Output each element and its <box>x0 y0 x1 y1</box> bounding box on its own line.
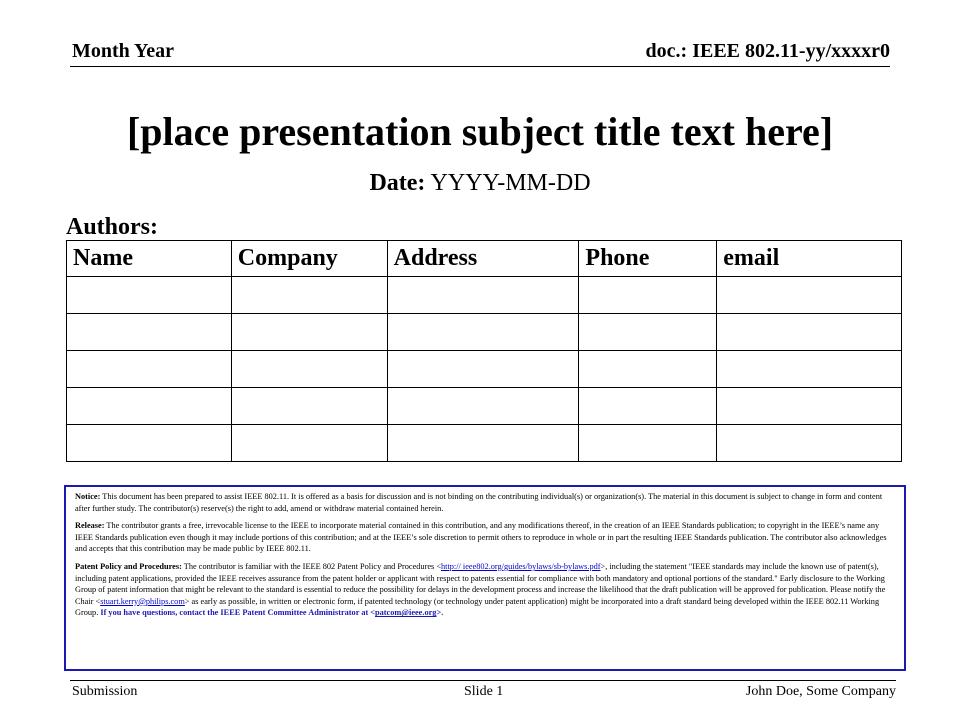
table-cell[interactable] <box>387 351 579 388</box>
authors-table <box>66 240 902 462</box>
table-cell[interactable] <box>387 277 579 314</box>
table-row <box>67 425 902 462</box>
table-cell[interactable] <box>67 388 232 425</box>
table-row <box>67 388 902 425</box>
header-doc-id: doc.: IEEE 802.11-yy/xxxxr0 <box>645 40 890 62</box>
table-cell[interactable] <box>67 277 232 314</box>
table-cell[interactable] <box>231 277 387 314</box>
table-row <box>67 351 902 388</box>
table-cell[interactable] <box>67 351 232 388</box>
patcom-email-link[interactable]: patcom@ieee.org <box>375 608 437 618</box>
table-cell[interactable] <box>579 314 717 351</box>
footer-rule <box>70 680 896 681</box>
release-text: The contributor grants a free, irrevocable license to the IEEE to incorporate material contained in this contribution, and any modifications thereof, in the creation of an IEEE Standards publication; to copyright in the IEEE’s name any IEEE Standards publication even though it may include portions of this contribution; and at the IEEE’s sole discretion to permit others to reproduce in whole or in part the resulting IEEE Standards publication. The contributor also acknowledges and accepts that this contribution may be made public by IEEE 802.11. <box>75 521 887 554</box>
column-header-company: Company <box>231 241 387 277</box>
authors-label: Authors: <box>66 214 159 240</box>
notice-label: Notice: <box>75 492 101 501</box>
patent-policy-link[interactable]: http:// ieee802.org/guides/bylaws/sb-bylaws.pdf <box>441 561 601 571</box>
release-paragraph <box>75 520 895 555</box>
table-cell[interactable] <box>579 351 717 388</box>
column-header-phone: Phone <box>579 241 717 277</box>
notice-box <box>64 485 906 671</box>
notice-text: This document has been prepared to assist IEEE 802.11. It is offered as a basis for discussion and is not binding on the contributing individual(s) or organization(s). The material in this document is subject to change in form and content after further study. The contributor(s) reserve(s) the right to add, amend or withdraw material contained herein. <box>75 492 883 513</box>
table-cell[interactable] <box>231 314 387 351</box>
date-label: Date: <box>369 170 426 196</box>
table-cell[interactable] <box>717 277 902 314</box>
table-cell[interactable] <box>579 425 717 462</box>
table-row <box>67 277 902 314</box>
table-cell[interactable] <box>717 425 902 462</box>
notice-paragraph <box>75 491 895 514</box>
patent-label: Patent Policy and Procedures: <box>75 561 182 571</box>
patent-paragraph <box>75 561 895 619</box>
table-cell[interactable] <box>579 277 717 314</box>
column-header-name: Name <box>67 241 232 277</box>
patent-text-1: The contributor is familiar with the IEEE 802 Patent Policy and Procedures < <box>181 561 441 571</box>
table-cell[interactable] <box>67 425 232 462</box>
column-header-address: Address <box>387 241 579 277</box>
table-cell[interactable] <box>67 314 232 351</box>
table-cell[interactable] <box>231 388 387 425</box>
date-line <box>0 170 960 197</box>
release-label: Release: <box>75 521 105 531</box>
table-cell[interactable] <box>717 314 902 351</box>
table-cell[interactable] <box>717 388 902 425</box>
patent-text-2: >, including the statement "IEEE standards may include the known use of patent(s), including patent applications, provided the IEEE receives assurance from the patent holder or applicant with respect to patents essential for compliance with both mandatory and optional portions of the standard." Early disclosure to the Working Group of patent information that might be relevant to the standard is essential to reduce the possibility for delays in the development process and increase the likelihood that the draft publication will be approved for publication. Please notify the Chair < <box>75 561 886 606</box>
patent-contact-text: If you have questions, contact the IEEE Patent Committee Administrator at < <box>100 608 376 618</box>
table-cell[interactable] <box>717 351 902 388</box>
table-row <box>67 314 902 351</box>
header-date: Month Year <box>72 40 175 62</box>
patent-text-3: > as early as possible, in written or electronic form, if patented technology (or technology under patent application) might be incorporated into a draft standard being developed within the IEEE 802.11 Working Group. <box>75 596 880 618</box>
footer-slide-number: Slide 1 <box>464 684 504 699</box>
table-cell[interactable] <box>387 314 579 351</box>
table-cell[interactable] <box>231 425 387 462</box>
table-cell[interactable] <box>387 388 579 425</box>
table-cell[interactable] <box>231 351 387 388</box>
patent-contact-end: >. <box>436 608 444 618</box>
chair-email-link[interactable]: stuart.kerry@philips.com <box>100 596 185 606</box>
footer-submission: Submission <box>72 684 138 699</box>
footer-author: John Doe, Some Company <box>745 684 896 699</box>
header-rule <box>70 66 890 67</box>
table-cell[interactable] <box>579 388 717 425</box>
table-header-row <box>67 241 902 277</box>
table-cell[interactable] <box>387 425 579 462</box>
column-header-email: email <box>717 241 902 277</box>
slide-title[interactable]: [place presentation subject title text here] <box>126 109 834 154</box>
date-value[interactable]: YYYY-MM-DD <box>425 170 591 196</box>
